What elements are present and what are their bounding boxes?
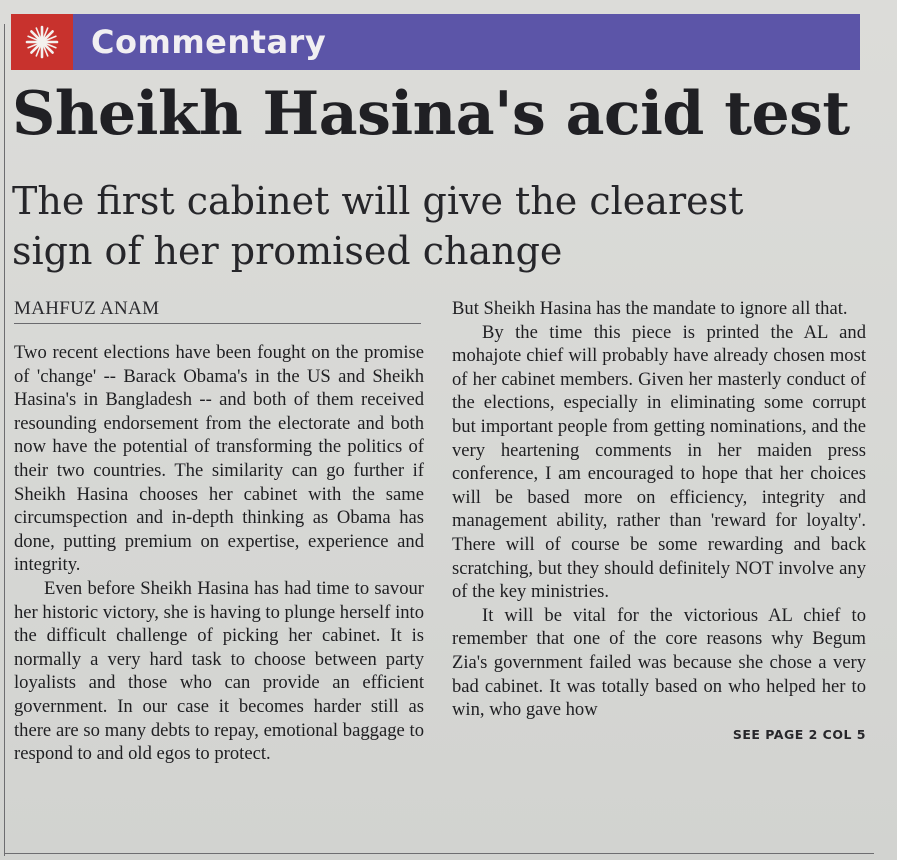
- paragraph: But Sheikh Hasina has the mandate to ignore all that.: [452, 298, 848, 319]
- subheadline-line-1: The first cabinet will give the clearest: [12, 179, 744, 223]
- section-label: Commentary: [91, 23, 327, 61]
- paragraph: By the time this piece is printed the AL and mohajote chief will probably have already chosen most of her cabinet members. Given her masterly conduct of the elections, especially in eliminating some corrupt but important people from getting nominations, and the very heartening comments in her maiden press conference, I am encouraged to hope that her choices will be based more on efficiency, integrity and management ability, rather than 'reward for loyalty'. There will of course be some rewarding and back scratching, but they should definitely NOT involve any of the key ministries.: [452, 321, 866, 603]
- section-bar: [73, 14, 860, 70]
- article-column-left: [14, 341, 424, 766]
- paragraph: It will be vital for the victorious AL chief to remember that one of the core reasons why Begum Zia's government failed was because she chose a very bad cabinet. It was totally based on who helped her to win, who gave how: [452, 604, 866, 721]
- headline: Sheikh Hasina's acid test: [12, 79, 850, 149]
- starburst-icon: [11, 14, 73, 70]
- column-rule-left: [4, 24, 5, 856]
- byline: MAHFUZ ANAM: [14, 298, 160, 319]
- article-column-right: [452, 297, 866, 746]
- subheadline-line-2: sign of her promised change: [12, 229, 563, 273]
- paragraph: Two recent elections have been fought on the promise of 'change' -- Barack Obama's in the US and Sheikh Hasina's in Bangladesh -- and both of them received resounding endorsement from the electorate and both now have the potential of transforming the politics of their two countries. The similarity can go further if Sheikh Hasina chooses her cabinet with the same circumspection and in-depth thinking as Obama has done, putting premium on expertise, experience and integrity.: [14, 342, 424, 576]
- bottom-rule: [4, 853, 874, 854]
- section-banner: [11, 14, 860, 70]
- subheadline: [12, 176, 872, 276]
- byline-rule: [14, 323, 421, 324]
- paragraph: Even before Sheikh Hasina has had time to savour her historic victory, she is having to plunge herself into the difficult challenge of picking her cabinet. It is normally a very hard task to choose between party loyalists and those who can provide an efficient government. In our case it becomes harder still as there are so many debts to repay, emotional baggage to respond to and old egos to protect.: [14, 577, 424, 765]
- jump-line: SEE PAGE 2 COL 5: [732, 726, 866, 742]
